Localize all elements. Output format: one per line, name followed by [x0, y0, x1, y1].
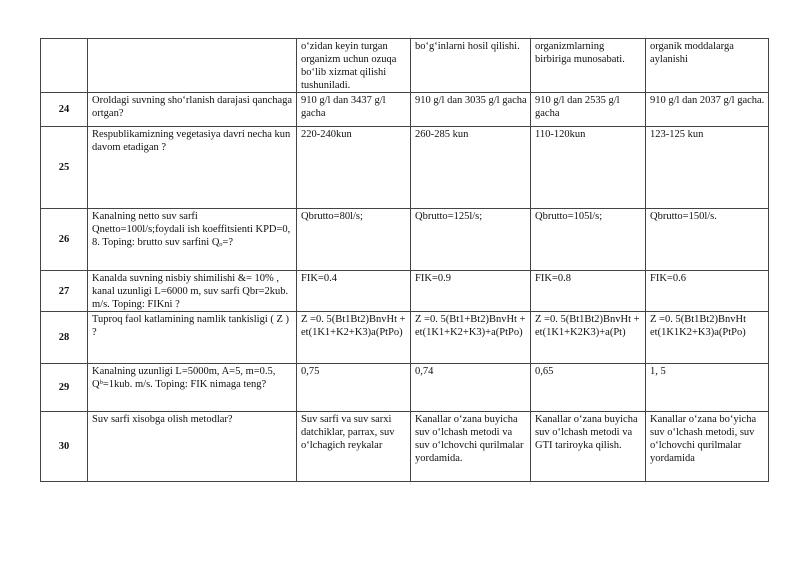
answer-c: Qbrutto=105l/s; [531, 209, 646, 271]
question-text: Kanalda suvning nisbiy shimilishi &= 10% , kanal uzunligi L=6000 m, suv sarfi Qbr=2kub. m/s. Toping: FIKni ? [88, 271, 297, 312]
answer-a: 0,75 [297, 364, 411, 412]
answer-c: FIK=0.8 [531, 271, 646, 312]
row-number [41, 39, 88, 93]
answer-b: Kanallar o‘zana buyicha suv o‘lchash metodi va suv o‘lchovchi qurilmalar yordamida. [411, 412, 531, 482]
answer-a: Qbrutto=80l/s; [297, 209, 411, 271]
answer-c: Z =0. 5(Bt1Bt2)BnvHt + et(1K1+K2K3)+a(Pt) [531, 312, 646, 364]
question-text: Respublikamizning vegetasiya davri necha kun davom etadigan ? [88, 127, 297, 209]
table-row [41, 209, 769, 271]
answer-d: 910 g/l dan 2037 g/l gacha. [646, 93, 769, 127]
answer-b: 260-285 kun [411, 127, 531, 209]
answer-b: Z =0. 5(Bt1+Bt2)BnvHt + et(1K1+K2+K3)+a(PtPo) [411, 312, 531, 364]
question-text: Kanalning netto suv sarfi Qnetto=100l/s;foydali ish koeffitsienti KPD=0, 8. Toping: brutto suv sarfini Qₒ=? [88, 209, 297, 271]
table-row [41, 39, 769, 93]
answer-b: bo‘g‘inlarni hosil qilishi. [411, 39, 531, 93]
table-row [41, 312, 769, 364]
answer-d: 1, 5 [646, 364, 769, 412]
row-number: 25 [41, 127, 88, 209]
question-text: Tuproq faol katlamining namlik tankisligi ( Z ) ? [88, 312, 297, 364]
answer-c: organizmlarning birbiriga munosabati. [531, 39, 646, 93]
answer-a: FIK=0.4 [297, 271, 411, 312]
answer-c: 110-120kun [531, 127, 646, 209]
answer-d: Qbrutto=150l/s. [646, 209, 769, 271]
answer-d: FIK=0.6 [646, 271, 769, 312]
row-number: 24 [41, 93, 88, 127]
answer-c: 0,65 [531, 364, 646, 412]
question-text: Kanalning uzunligi L=5000m, A=5, m=0.5, Qᵇ=1kub. m/s. Toping: FIK nimaga teng? [88, 364, 297, 412]
table-row [41, 127, 769, 209]
question-text: Suv sarfi xisobga olish metodlar? [88, 412, 297, 482]
answer-d: 123-125 kun [646, 127, 769, 209]
row-number: 27 [41, 271, 88, 312]
question-text [88, 39, 297, 93]
answer-d: Z =0. 5(Bt1Bt2)BnvHt et(1K1K2+K3)a(PtPo) [646, 312, 769, 364]
answer-a: Z =0. 5(Bt1Bt2)BnvHt + et(1K1+K2+K3)a(PtPo) [297, 312, 411, 364]
answer-b: FIK=0.9 [411, 271, 531, 312]
question-table [40, 38, 769, 482]
answer-d: Kanallar o‘zana bo‘yicha suv o‘lchash metodi, suv o‘lchovchi qurilmalar yordamida [646, 412, 769, 482]
answer-a: 220-240kun [297, 127, 411, 209]
answer-c: Kanallar o‘zana buyicha suv o‘lchash metodi va GTI tariroyka qilish. [531, 412, 646, 482]
answer-a: 910 g/l dan 3437 g/l gacha [297, 93, 411, 127]
answer-d: organik moddalarga aylanishi [646, 39, 769, 93]
answer-c: 910 g/l dan 2535 g/l gacha [531, 93, 646, 127]
answer-b: 0,74 [411, 364, 531, 412]
row-number: 28 [41, 312, 88, 364]
table-row [41, 412, 769, 482]
answer-a: Suv sarfi va suv sarxi datchiklar, parrax, suv o‘lchagich reykalar [297, 412, 411, 482]
answer-b: 910 g/l dan 3035 g/l gacha [411, 93, 531, 127]
row-number: 29 [41, 364, 88, 412]
table-row [41, 93, 769, 127]
answer-b: Qbrutto=125l/s; [411, 209, 531, 271]
row-number: 30 [41, 412, 88, 482]
row-number: 26 [41, 209, 88, 271]
table-row [41, 271, 769, 312]
table-row [41, 364, 769, 412]
answer-a: o‘zidan keyin turgan organizm uchun ozuqa bo‘lib xizmat qilishi tushuniladi. [297, 39, 411, 93]
question-text: Oroldagi suvning sho‘rlanish darajasi qanchaga ortgan? [88, 93, 297, 127]
